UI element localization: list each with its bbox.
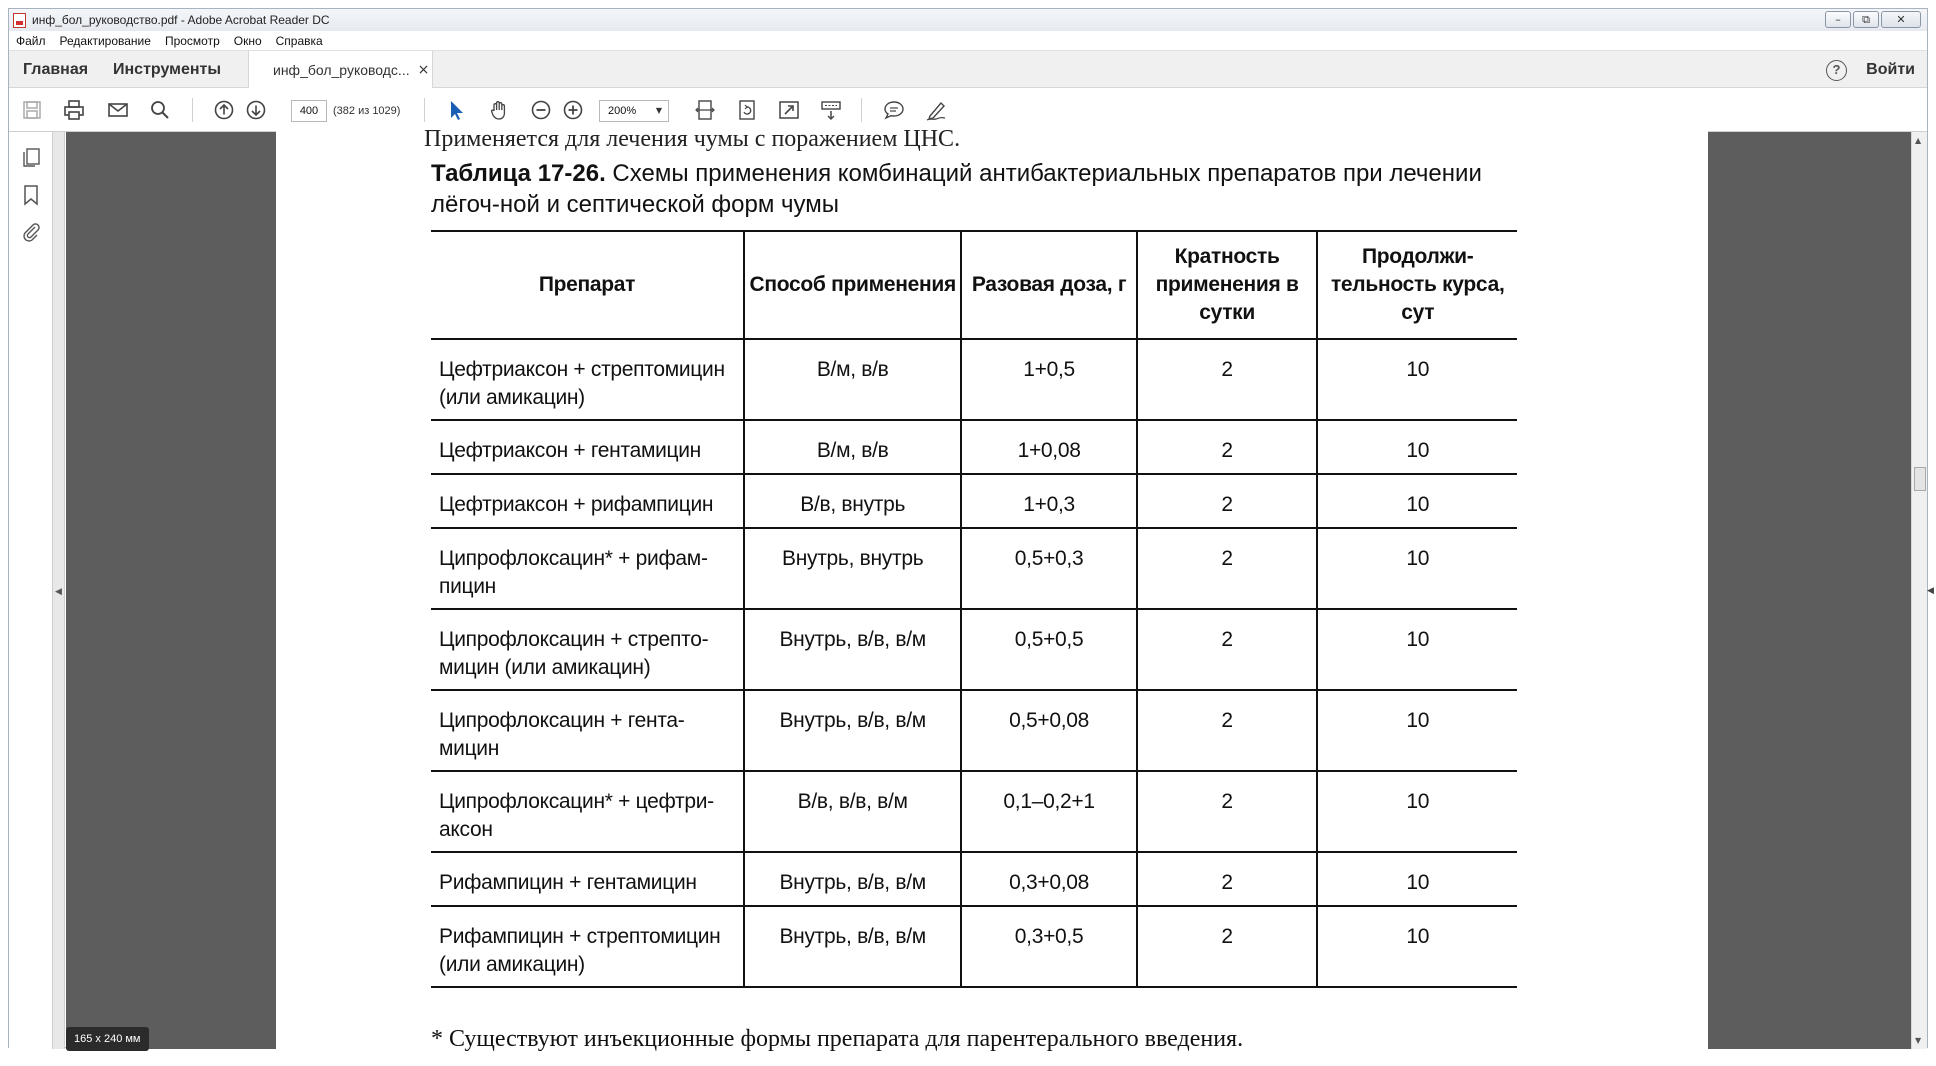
- cell-frequency: 2: [1137, 771, 1318, 852]
- cell-drug: Цефтриаксон + гентамицин: [431, 420, 744, 474]
- cell-drug: Ципрофлоксацин* + цефтри-аксон: [431, 771, 744, 852]
- cell-duration: 10: [1317, 474, 1517, 528]
- cell-dose: 0,3+0,08: [961, 852, 1136, 906]
- menu-bar: [9, 31, 1927, 51]
- toolbar-divider: [192, 98, 193, 122]
- cell-drug: Ципрофлоксацин* + рифам-пицин: [431, 528, 744, 609]
- bookmark-icon[interactable]: [20, 184, 42, 206]
- cell-drug: Рифампицин + стрептомицин (или амикацин): [431, 906, 744, 987]
- minimize-button[interactable]: –: [1825, 11, 1851, 28]
- cell-frequency: 2: [1137, 474, 1318, 528]
- cell-dose: 1+0,3: [961, 474, 1136, 528]
- cell-duration: 10: [1317, 609, 1517, 690]
- page-thumbnails-icon[interactable]: [20, 146, 42, 168]
- window-title: инф_бол_руководство.pdf - Adobe Acrobat Reader DC: [32, 13, 330, 27]
- restore-button[interactable]: ⧉: [1853, 11, 1879, 28]
- table-title: Схемы применения комбинаций антибактериальных препаратов при лечении лёгоч-ной и септической форм чумы: [431, 160, 1482, 218]
- cell-duration: 10: [1317, 420, 1517, 474]
- scroll-down-icon[interactable]: ▼: [1915, 1036, 1922, 1045]
- table-row: [431, 528, 1517, 609]
- zoom-out-icon[interactable]: [530, 99, 552, 121]
- menu-window[interactable]: Окно: [233, 33, 262, 48]
- header-duration: Продолжи-тельность курса, сут: [1317, 231, 1517, 339]
- cell-route: В/в, в/в, в/м: [744, 771, 961, 852]
- comment-icon[interactable]: [883, 99, 905, 121]
- document-tab-label: инф_бол_руководс...: [273, 62, 410, 78]
- scrollbar-thumb[interactable]: [1914, 467, 1926, 491]
- print-icon[interactable]: [63, 99, 85, 121]
- antibiotic-combination-table: [431, 230, 1517, 988]
- cell-route: В/м, в/в: [744, 420, 961, 474]
- table-row: [431, 771, 1517, 852]
- cell-frequency: 2: [1137, 339, 1318, 420]
- header-frequency: Кратность применения в сутки: [1137, 231, 1318, 339]
- cell-drug: Рифампицин + гентамицин: [431, 852, 744, 906]
- cell-drug: Ципрофлоксацин + стрепто-мицин (или амикацин): [431, 609, 744, 690]
- cell-route: В/в, внутрь: [744, 474, 961, 528]
- email-icon[interactable]: [107, 99, 129, 121]
- cell-frequency: 2: [1137, 420, 1318, 474]
- tab-home[interactable]: Главная: [23, 61, 89, 78]
- document-view[interactable]: [66, 126, 1911, 1052]
- search-icon[interactable]: [149, 99, 171, 121]
- partial-text-line: Применяется для лечения чумы с поражением ЦНС.: [424, 126, 961, 152]
- cell-drug: Ципрофлоксацин + гента-мицин: [431, 690, 744, 771]
- menu-file[interactable]: Файл: [16, 33, 46, 48]
- cell-route: Внутрь, в/в, в/м: [744, 906, 961, 987]
- cell-duration: 10: [1317, 690, 1517, 771]
- hand-tool-icon[interactable]: [488, 99, 510, 121]
- next-page-icon[interactable]: [245, 99, 267, 121]
- cell-duration: 10: [1317, 852, 1517, 906]
- scroll-up-icon[interactable]: ▲: [1915, 136, 1922, 145]
- tab-document[interactable]: [248, 51, 433, 89]
- acrobat-window: [8, 8, 1934, 1052]
- close-window-button[interactable]: ✕: [1881, 11, 1921, 28]
- table-row: [431, 690, 1517, 771]
- menu-edit[interactable]: Редактирование: [59, 33, 151, 48]
- cell-dose: 1+0,08: [961, 420, 1136, 474]
- rotate-page-icon[interactable]: [736, 99, 758, 121]
- attachment-icon[interactable]: [20, 220, 42, 242]
- cell-dose: 0,3+0,5: [961, 906, 1136, 987]
- full-screen-icon[interactable]: [778, 99, 800, 121]
- header-drug: Препарат: [431, 231, 744, 339]
- fit-page-icon[interactable]: [694, 99, 716, 121]
- cell-drug: Цефтриаксон + стрептомицин (или амикацин): [431, 339, 744, 420]
- cell-dose: 0,5+0,08: [961, 690, 1136, 771]
- tab-row: [9, 51, 1927, 88]
- cell-dose: 0,5+0,3: [961, 528, 1136, 609]
- cell-frequency: 2: [1137, 528, 1318, 609]
- chevron-left-icon: ◀: [55, 587, 62, 597]
- toolbar-divider: [861, 98, 862, 122]
- cell-frequency: 2: [1137, 690, 1318, 771]
- table-header-row: [431, 231, 1517, 339]
- close-tab-icon[interactable]: ×: [417, 62, 430, 78]
- page-size-tooltip: 165 x 240 мм: [66, 1027, 149, 1051]
- cell-drug: Цефтриаксон + рифампицин: [431, 474, 744, 528]
- cell-dose: 0,1–0,2+1: [961, 771, 1136, 852]
- cell-duration: 10: [1317, 906, 1517, 987]
- sign-pen-icon[interactable]: [925, 99, 947, 121]
- title-bar: [9, 9, 1927, 31]
- cell-route: Внутрь, в/в, в/м: [744, 852, 961, 906]
- table-footnote: * Существуют инъекционные формы препарата для парентерального введения.: [431, 1026, 1244, 1052]
- vertical-scrollbar[interactable]: [1911, 132, 1927, 1049]
- scroll-mode-icon[interactable]: [820, 99, 842, 121]
- menu-help[interactable]: Справка: [275, 33, 323, 48]
- zoom-level-value: 200%: [608, 105, 637, 117]
- zoom-in-icon[interactable]: [562, 99, 584, 121]
- chevron-down-icon: ▼: [655, 106, 662, 115]
- page-number-input[interactable]: 400: [291, 100, 327, 122]
- table-number: Таблица 17-26.: [431, 160, 606, 187]
- cell-dose: 1+0,5: [961, 339, 1136, 420]
- table-row: [431, 420, 1517, 474]
- pdf-app-icon: [13, 13, 26, 28]
- header-dose: Разовая доза, г: [961, 231, 1136, 339]
- cell-route: Внутрь, в/в, в/м: [744, 690, 961, 771]
- tab-tools[interactable]: Инструменты: [113, 61, 222, 78]
- signin-button[interactable]: Войти: [1866, 61, 1915, 78]
- help-icon[interactable]: ?: [1826, 60, 1847, 81]
- navigation-pane: [9, 132, 53, 1049]
- cell-duration: 10: [1317, 528, 1517, 609]
- cell-duration: 10: [1317, 771, 1517, 852]
- table-caption: [431, 158, 1521, 220]
- save-icon[interactable]: [21, 99, 43, 121]
- table-row: [431, 906, 1517, 987]
- select-cursor-icon[interactable]: [446, 99, 468, 121]
- table-row: [431, 474, 1517, 528]
- cell-route: Внутрь, внутрь: [744, 528, 961, 609]
- pdf-page: [276, 126, 1708, 1066]
- table-row: [431, 609, 1517, 690]
- previous-page-icon[interactable]: [213, 99, 235, 121]
- right-pane-expand-icon[interactable]: ◀: [1927, 586, 1934, 596]
- table-row: [431, 852, 1517, 906]
- cell-route: Внутрь, в/в, в/м: [744, 609, 961, 690]
- zoom-level-select[interactable]: [599, 100, 669, 122]
- left-pane-collapse-handle[interactable]: [53, 132, 65, 1049]
- cell-route: В/м, в/в: [744, 339, 961, 420]
- cell-frequency: 2: [1137, 852, 1318, 906]
- page-count: (382 из 1029): [333, 105, 401, 117]
- cell-frequency: 2: [1137, 609, 1318, 690]
- cell-duration: 10: [1317, 339, 1517, 420]
- cell-dose: 0,5+0,5: [961, 609, 1136, 690]
- cell-frequency: 2: [1137, 906, 1318, 987]
- table-row: [431, 339, 1517, 420]
- menu-view[interactable]: Просмотр: [164, 33, 220, 48]
- header-route: Способ применения: [744, 231, 961, 339]
- toolbar-divider: [424, 98, 425, 122]
